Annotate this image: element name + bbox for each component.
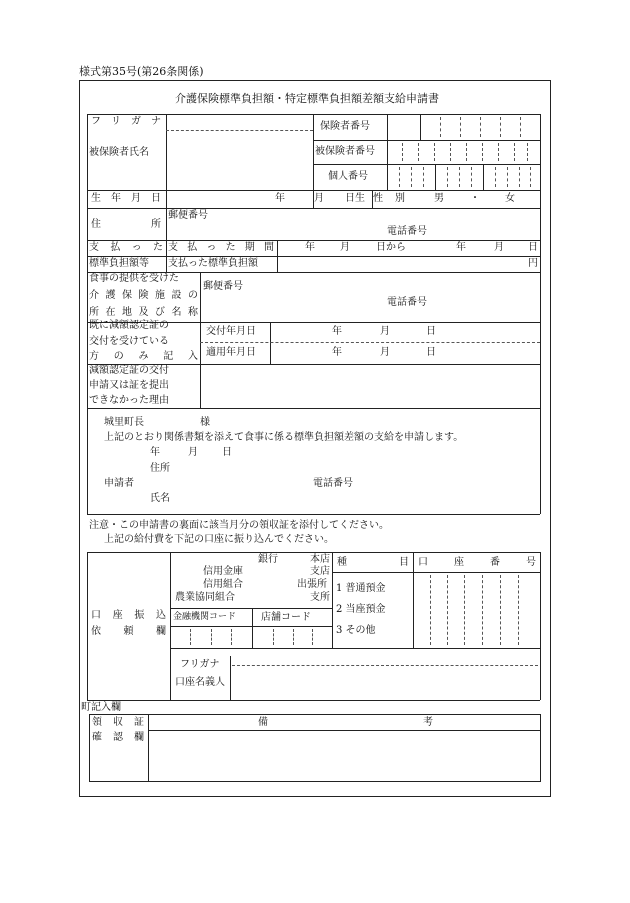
facility-label-line2: 介 護 保 険 施 設 の bbox=[89, 290, 198, 301]
branch-type-4: 支所 bbox=[310, 592, 330, 603]
reason-label-line1: 減額認定証の交付 bbox=[89, 365, 169, 376]
sex-label: 性 別 bbox=[373, 193, 405, 204]
yen-unit: 円 bbox=[528, 258, 538, 269]
holder-furigana-label: フリガナ bbox=[180, 659, 220, 670]
application-form-page: 様式第35号(第26条関係) 介護保険標準負担額・特定標準負担額差額支給申請書 フ リ ガ ナ 被保険者氏名 保険者番号 被保険者番号 個人番号 生 年 月 日 年 月 日生 性 別 男 ・ 女 住 所 郵便番号 電話番号 支 払 っ た 標準負担額等 支 払 っ た 期 間 支払った標準負担額 年 月 日から 年 月 日 円 食事の提供を受けた 介 護 保 険 施 設 の 所 在 地 及 び 名 称 郵便番号 電話番号 既に減額認定証の 交付を受けている 方 の み 記 入 交付年月日 適用年月日 年 月 日 年 月 日 減額認定証の交付 申請又は証を提出 できなかった理由 城里町長 様 上記のとおり関係書類を添えて食事に係る標準負担額差額の支給を申請します。 年 月 日 住所 申請者 電話番号 氏名 注意・この申請書の裏面に該当月分の領収証を添付してください。 上記の給付費を下記の口座に振り込んでください。 口 座 振 込 依 頼 欄 銀行 信用金庫 信用組合 農業協同組合 本店 支店 出張所 支所 金融機関コード 店舗コード 種 目 口 座 番 号 1 普通預金 2 当座預金 3 その他 フリガナ 口座名義人 町記入欄 領 収 証 確 認 欄 備 考 bbox=[0, 0, 630, 903]
certificate-label-line3: 方 の み 記 入 bbox=[89, 351, 198, 362]
address-label: 住 所 bbox=[91, 219, 161, 230]
issue-date-label: 交付年月日 bbox=[206, 326, 256, 337]
note-line2: 上記の給付費を下記の口座に振り込んでください。 bbox=[104, 534, 334, 545]
account-type-2: 2 当座預金 bbox=[336, 604, 386, 615]
furigana-label: フ リ ガ ナ bbox=[91, 116, 161, 127]
account-type-1: 1 普通預金 bbox=[336, 583, 386, 594]
paid-label-line1: 支 払 っ た bbox=[89, 242, 163, 253]
institution-code-label: 金融機関コード bbox=[173, 612, 237, 622]
bank-type-1: 銀行 bbox=[258, 554, 278, 565]
applicant-label: 申請者 bbox=[104, 478, 134, 489]
insurer-number-label: 保険者番号 bbox=[320, 121, 370, 132]
bank-type-2: 信用金庫 bbox=[203, 566, 243, 577]
branch-type-1: 本店 bbox=[310, 554, 330, 565]
facility-label-line3: 所 在 地 及 び 名 称 bbox=[89, 307, 198, 318]
period-label: 支 払 っ た 期 間 bbox=[168, 242, 274, 253]
personal-number-label: 個人番号 bbox=[328, 171, 368, 182]
receipt-check-line2: 確 認 欄 bbox=[92, 732, 144, 743]
apply-date-label: 適用年月日 bbox=[206, 347, 256, 358]
account-holder-label: 口座名義人 bbox=[175, 677, 225, 688]
note-line1: 注意・この申請書の裏面に該当月分の領収証を添付してください。 bbox=[89, 520, 389, 531]
account-type-3: 3 その他 bbox=[336, 625, 376, 636]
bank-section-label-line1: 口 座 振 込 bbox=[91, 610, 166, 621]
facility-label-line1: 食事の提供を受けた bbox=[89, 273, 179, 284]
sex-female: 女 bbox=[505, 193, 515, 204]
bank-type-4: 農業協同組合 bbox=[175, 592, 235, 603]
bank-section-label-line2: 依 頼 欄 bbox=[91, 626, 166, 637]
amount-label: 支払った標準負担額 bbox=[168, 258, 258, 269]
form-title: 介護保険標準負担額・特定標準負担額差額支給申請書 bbox=[175, 92, 439, 105]
insured-number-label: 被保険者番号 bbox=[315, 146, 375, 157]
birth-date-label: 生 年 月 日 bbox=[91, 193, 161, 204]
remarks-label: 備 考 bbox=[258, 717, 433, 728]
office-section-label: 町記入欄 bbox=[81, 702, 121, 713]
receipt-check-line1: 領 収 証 bbox=[92, 717, 144, 728]
account-number-header: 口 座 番 号 bbox=[418, 557, 536, 568]
branch-type-2: 支店 bbox=[310, 566, 330, 577]
insured-name-label: 被保険者氏名 bbox=[89, 147, 149, 158]
sex-male: 男 bbox=[434, 193, 444, 204]
declaration-statement: 上記のとおり関係書類を添えて食事に係る標準負担額差額の支給を申請します。 bbox=[104, 432, 464, 443]
certificate-label-line1: 既に減額認定証の bbox=[89, 320, 169, 331]
branch-type-3: 出張所 bbox=[297, 579, 327, 590]
form-number: 様式第35号(第26条関係) bbox=[79, 65, 204, 78]
account-type-header: 種 目 bbox=[337, 557, 409, 568]
bank-type-3: 信用組合 bbox=[203, 579, 243, 590]
addressee: 城里町長 bbox=[104, 417, 144, 428]
branch-code-label: 店舗コード bbox=[261, 612, 311, 623]
